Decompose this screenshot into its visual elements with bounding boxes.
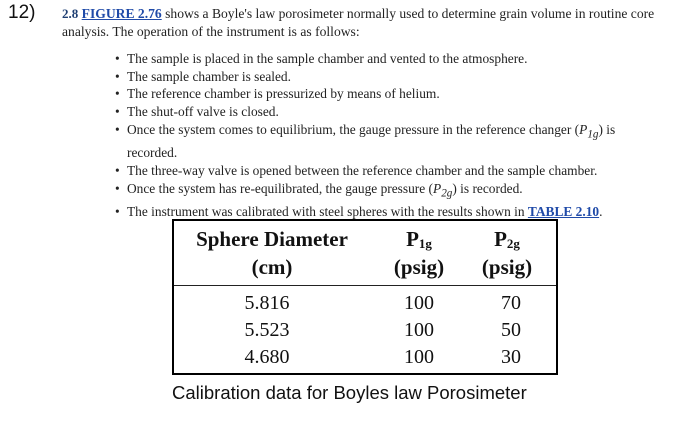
- header-diameter: Sphere Diameter: [196, 227, 348, 251]
- cell-diameter: 5.816: [244, 292, 290, 314]
- cell-diameter: 4.680: [244, 346, 290, 368]
- cell-p1g: 100: [404, 292, 434, 314]
- header-p2g-var: P: [494, 227, 507, 251]
- table-caption: Calibration data for Boyles law Porosimeter: [172, 382, 527, 403]
- header-p2g-sub: 2g: [506, 236, 520, 251]
- header-p1g: [376, 226, 462, 257]
- variable-subscript: 2g: [441, 187, 453, 200]
- step-text: ) is recorded.: [452, 180, 523, 196]
- cell-diameter: 5.523: [244, 319, 290, 341]
- variable-p: P: [579, 121, 588, 137]
- header-divider: [174, 285, 556, 286]
- question-number: 12): [8, 2, 36, 23]
- header-p1g-unit: (psig): [393, 255, 445, 279]
- calibration-table: [172, 219, 556, 375]
- cell-p1g: 100: [404, 319, 434, 341]
- procedure-list: [115, 50, 655, 221]
- list-item: [115, 85, 655, 103]
- step-text: The instrument was calibrated with steel spheres with the results shown in: [127, 203, 525, 219]
- step-text: Once the system has re-equilibrated, the gauge pressure (: [127, 180, 434, 196]
- step-text: Once the system comes to equilibrium, the gauge pressure in the reference changer (: [127, 121, 580, 137]
- variable-subscript: 1g: [587, 128, 599, 141]
- question-intro: [62, 5, 674, 41]
- step-text: .: [599, 203, 603, 219]
- intro-text: shows a Boyle's law porosimeter normally used to determine grain volume in routine core analysis. The operation of the instrument is as follows:: [62, 6, 655, 39]
- header-p1g-var: P: [406, 227, 419, 251]
- list-item: [115, 121, 655, 162]
- list-item: [115, 162, 655, 180]
- step-text-continued: recorded.: [127, 145, 178, 161]
- cell-p2g: 50: [501, 319, 521, 341]
- step-text: The three-way valve is opened between the reference chamber and the sample chamber.: [127, 162, 598, 178]
- header-diameter-unit: (cm): [251, 255, 293, 279]
- step-text: The reference chamber is pressurized by means of helium.: [127, 86, 440, 102]
- cell-p2g: 70: [501, 292, 521, 314]
- cell-p2g: 30: [501, 346, 521, 368]
- list-item: [115, 103, 655, 121]
- step-text: The sample chamber is sealed.: [127, 68, 291, 84]
- header-p2g-unit: (psig): [481, 255, 533, 279]
- figure-link[interactable]: FIGURE 2.76: [81, 6, 162, 21]
- list-item: [115, 180, 655, 203]
- step-text: The sample is placed in the sample chamber and vented to the atmosphere.: [127, 51, 528, 66]
- table-link[interactable]: TABLE 2.10: [527, 203, 600, 219]
- header-p2g: [464, 226, 550, 257]
- list-item: [115, 68, 655, 86]
- list-item: [115, 50, 655, 68]
- step-text: ) is: [598, 121, 616, 137]
- step-text: The shut-off valve is closed.: [127, 104, 279, 120]
- variable-p: P: [433, 180, 442, 196]
- header-p1g-sub: 1g: [418, 236, 432, 251]
- cell-p1g: 100: [404, 346, 434, 368]
- section-number: 2.8: [62, 6, 79, 21]
